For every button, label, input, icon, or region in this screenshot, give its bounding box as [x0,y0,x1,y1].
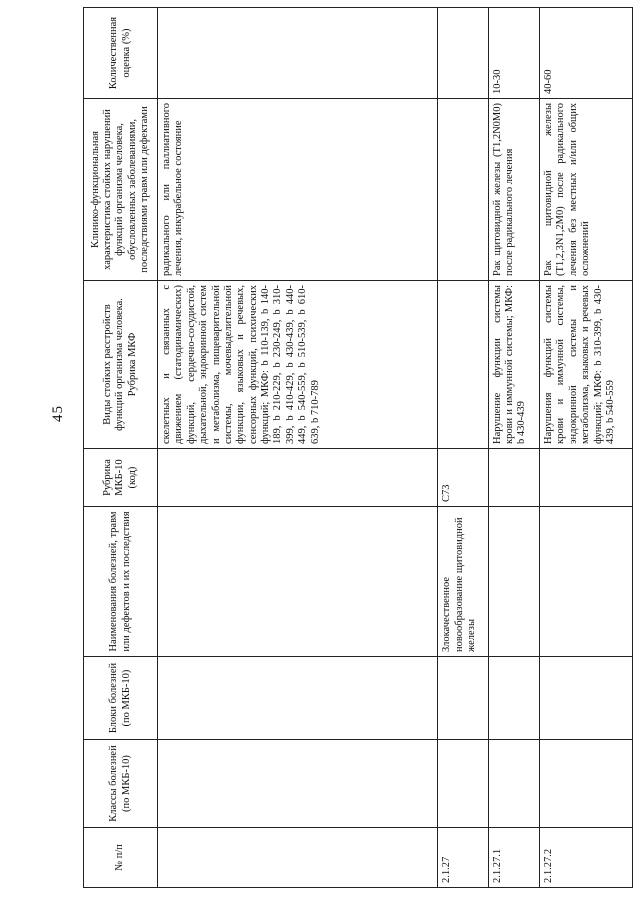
header-diseases: Наименования болезней, травм или дефектов и их последствия [84,507,158,657]
cell-code: C73 [438,449,488,507]
cell-num: 2.1.27.2 [540,828,633,888]
cell-block [488,657,539,740]
cell-class [540,740,633,828]
cell-impairments [438,281,488,449]
disability-criteria-table [83,7,633,888]
cell-characteristic: Рак щитовидной железы (T1,2,3N1,2M0) после радикального лечения без местных и/или общих осложнений [540,99,633,281]
cell-name: Злокачественное новообразование щитовидной железы [438,507,488,657]
header-blocks: Блоки болезней (по МКБ-10) [84,657,158,740]
cell-name [158,507,438,657]
cell-class [488,740,539,828]
header-num: № п/п [84,828,158,888]
cell-percent: 10-30 [488,8,539,99]
rotated-table-wrapper [83,8,633,888]
table-header-row [84,8,158,888]
cell-impairments: Нарушения функций системы крови и иммунной системы, эндокринной системы и метаболизма, языковых и речевых функций; МКФ: b 310-399, b 430-439, b 540-559 [540,281,633,449]
cell-code [158,449,438,507]
cell-impairments: Нарушение функции системы крови и иммунной системы; МКФ: b 430-439 [488,281,539,449]
cell-name [540,507,633,657]
cell-class [438,740,488,828]
cell-characteristic [438,99,488,281]
cell-percent [158,8,438,99]
cell-impairments: скелетных и связанных с движением (статодинамических) функций, сердечно-сосудистой, дыхательной, эндокринной систем и метаболизма, пищеварительной системы, мочевыделительной функции, языковых и речевых, сенсорных функций, психических функций; МКФ: b 110-139, b 140-189, b 210-229, b 230-249, b 310-399, b 410-429, b 430-439, b 440-449, b 540-559, b 510-539, b 610-639, b 710-789 [158,281,438,449]
page-number: 45 [50,405,66,422]
header-characteristic: Клинико-функциональная характеристика стойких нарушений функций организма человека, обусловленных заболеваниями, последствиями травм или дефектами [84,99,158,281]
cell-block [438,657,488,740]
table-row [488,8,539,888]
cell-num [158,828,438,888]
cell-percent [438,8,488,99]
table-row [158,8,438,888]
cell-characteristic: Рак щитовидной железы (T1,2N0M0) после радикального лечения [488,99,539,281]
header-icd-code: Рубрика МКБ-10 (код) [84,449,158,507]
table-row [438,8,488,888]
table-row [540,8,633,888]
cell-class [158,740,438,828]
cell-num: 2.1.27 [438,828,488,888]
cell-block [540,657,633,740]
cell-block [158,657,438,740]
cell-name [488,507,539,657]
cell-code [540,449,633,507]
cell-num: 2.1.27.1 [488,828,539,888]
cell-percent: 40-60 [540,8,633,99]
header-classes: Классы болезней (по МКБ-10) [84,740,158,828]
cell-code [488,449,539,507]
header-percent: Количественная оценка (%) [84,8,158,99]
header-impairments: Виды стойких расстройств функций организма человека. Рубрика МКФ [84,281,158,449]
cell-characteristic: радикального или паллиативного лечения, инкурабельное состояние [158,99,438,281]
